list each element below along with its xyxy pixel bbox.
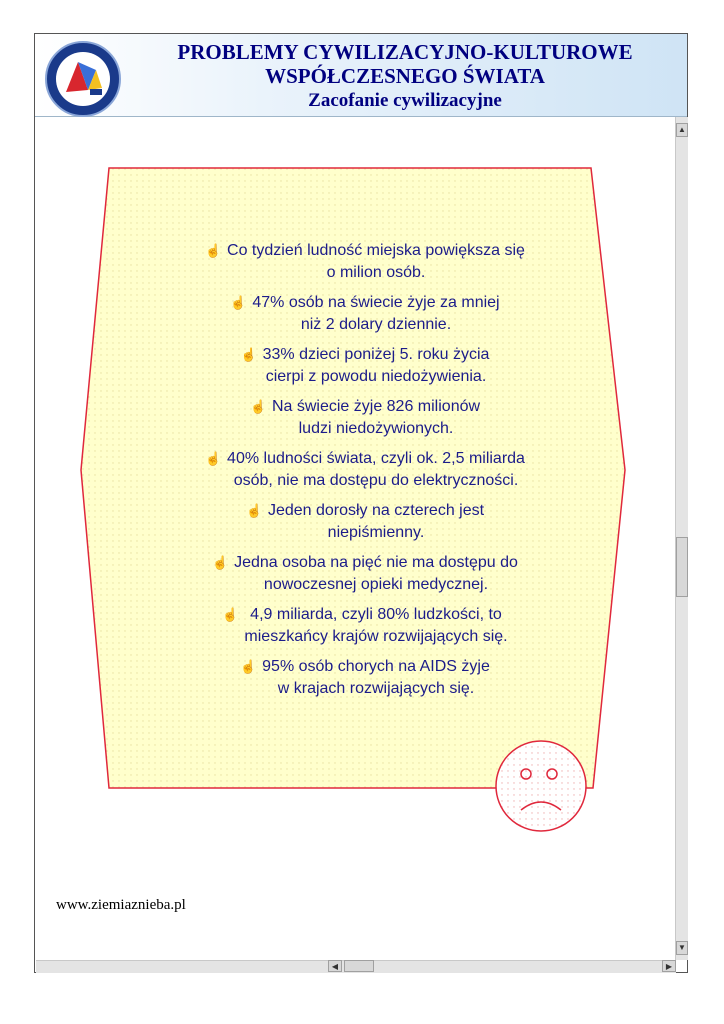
pointing-finger-icon: ☝ [249, 399, 267, 414]
item-line-1: Co tydzień ludność miejska powiększa się [227, 242, 525, 259]
scroll-h-thumb[interactable] [344, 960, 374, 972]
page-title-line-1: PROBLEMY CYWILIZACYJNO-KULTUROWE [177, 40, 633, 64]
item-line-1: 40% ludności świata, czyli ok. 2,5 miliarda [227, 450, 525, 467]
pointing-finger-icon: ☝ [245, 503, 263, 518]
footer-url[interactable]: www.ziemiaznieba.pl [56, 897, 186, 913]
list-item [140, 396, 590, 440]
item-line-2: ludzi niedożywionych. [298, 420, 454, 437]
list-item [140, 604, 590, 648]
pointing-finger-icon: ☝ [240, 347, 257, 362]
item-line-2: osób, nie ma dostępu do elektryczności. [233, 472, 519, 489]
horizontal-scrollbar[interactable] [36, 960, 676, 973]
scroll-thumb[interactable] [676, 537, 688, 597]
list-item [140, 552, 590, 596]
list-item [140, 500, 590, 544]
item-line-2: nowoczesnej opieki medycznej. [263, 576, 489, 593]
item-line-2: niż 2 dolary dziennie. [300, 316, 452, 333]
list-item [140, 240, 590, 284]
pointing-finger-icon: ☝ [222, 607, 239, 622]
list-item [140, 656, 590, 700]
vertical-scrollbar[interactable] [675, 117, 688, 960]
pointing-finger-icon: ☝ [240, 659, 257, 674]
page-title-line-2: WSPÓŁCZESNEGO ŚWIATA [265, 64, 545, 88]
pointing-finger-icon: ☝ [230, 295, 247, 310]
item-line-2: o milion osób. [326, 264, 426, 281]
item-line-1: Na świecie żyje 826 milionów [271, 398, 481, 415]
item-line-1: Jedna osoba na pięć nie ma dostępu do [234, 554, 518, 571]
item-line-2: cierpi z powodu niedożywienia. [265, 368, 487, 385]
list-item [140, 292, 590, 336]
list-item [140, 448, 590, 492]
item-line-2: niepiśmienny. [327, 524, 425, 541]
item-line-2: mieszkańcy krajów rozwijających się. [244, 628, 508, 645]
pointing-finger-icon: ☝ [212, 555, 229, 570]
sad-face-icon [493, 738, 589, 834]
emblem-logo-icon [44, 40, 122, 118]
scroll-down-icon[interactable]: ▼ [676, 941, 688, 955]
pointing-finger-icon: ☝ [205, 451, 222, 466]
pointing-finger-icon: ☝ [205, 243, 222, 258]
item-line-1: 33% dzieci poniżej 5. roku życia [262, 346, 490, 363]
item-line-1: Jeden dorosły na czterech jest [267, 502, 485, 519]
list-item [140, 344, 590, 388]
bullet-list [140, 240, 590, 708]
page-subtitle: Zacofanie cywilizacyjne [308, 90, 502, 111]
scroll-left-icon[interactable]: ◀ [328, 960, 342, 972]
item-line-1: 47% osób na świecie żyje za mniej [252, 294, 500, 311]
scroll-up-icon[interactable]: ▲ [676, 123, 688, 137]
scroll-right-icon[interactable]: ▶ [662, 960, 676, 972]
item-line-1: 4,9 miliarda, czyli 80% ludzkości, to [250, 606, 502, 623]
item-line-2: w krajach rozwijających się. [277, 680, 475, 697]
item-line-1: 95% osób chorych na AIDS żyje [262, 658, 490, 675]
